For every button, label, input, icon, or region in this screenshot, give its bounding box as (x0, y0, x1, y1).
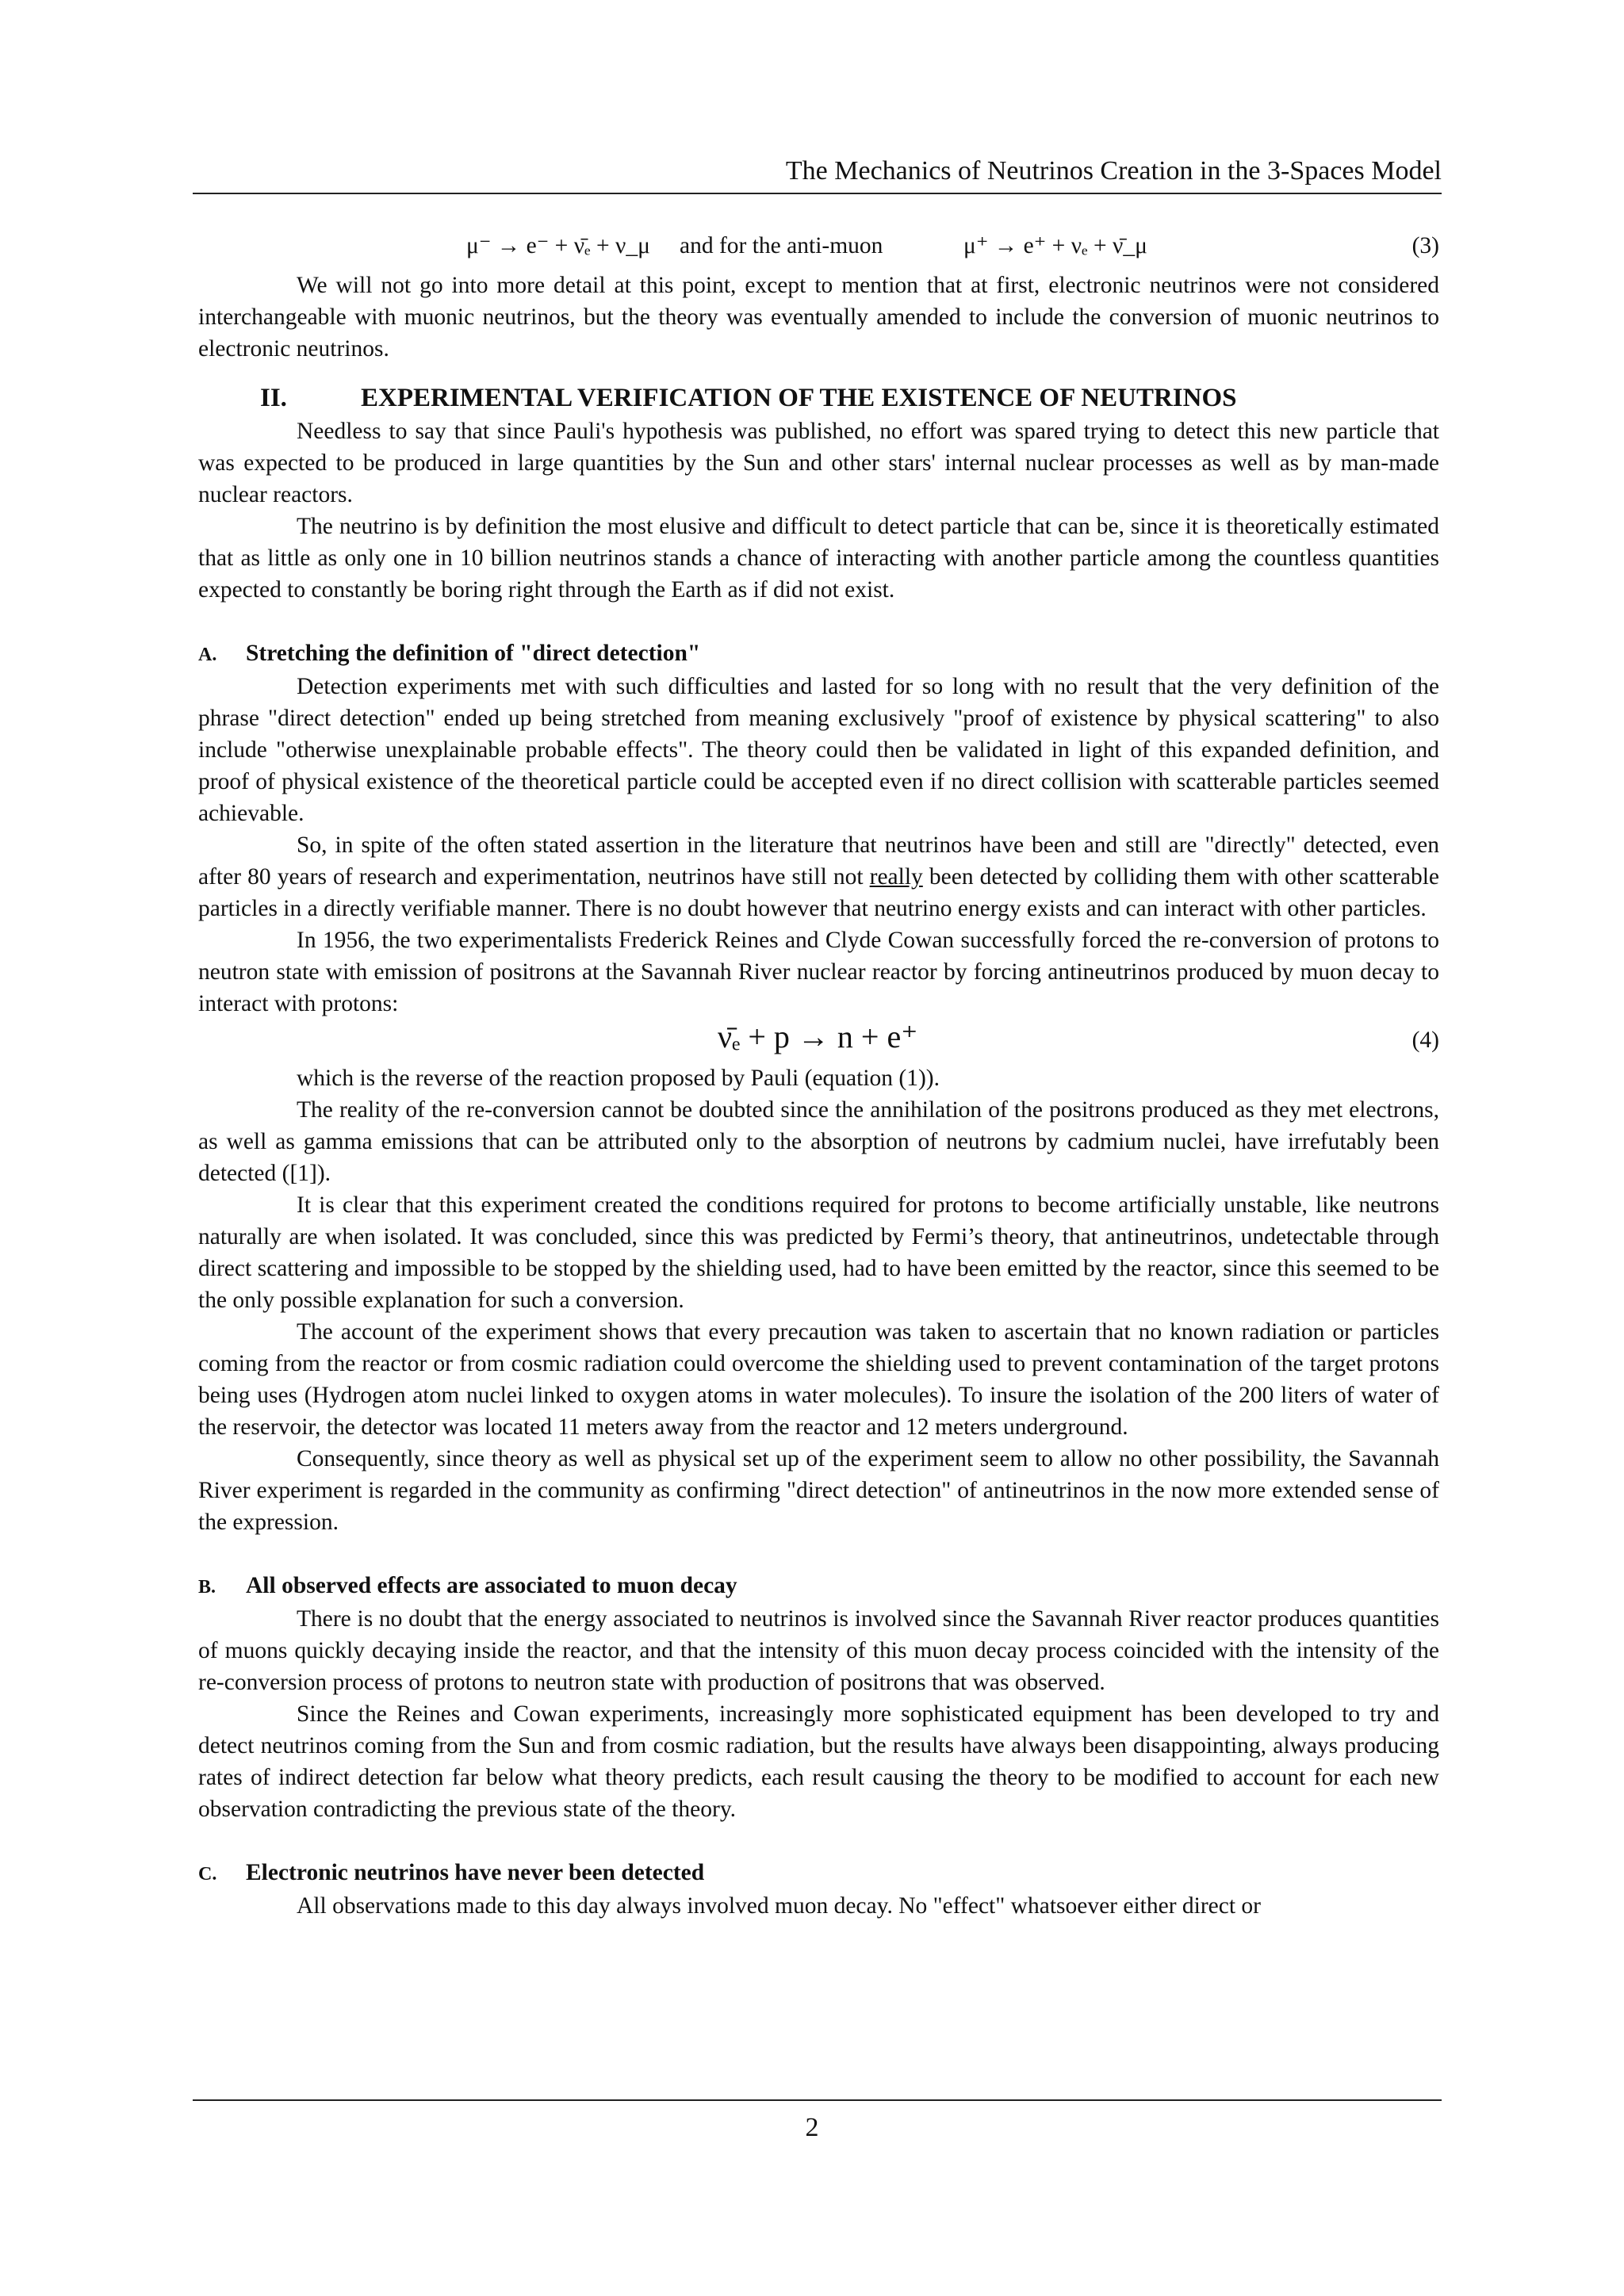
subsection-title: Electronic neutrinos have never been detected (246, 1860, 705, 1885)
equation-4 (198, 1020, 1439, 1062)
running-header: The Mechanics of Neutrinos Creation in the 3-Spaces Model (785, 156, 1442, 186)
subsection-heading-a (198, 637, 1439, 671)
equation-4-number: (4) (1411, 1027, 1439, 1053)
section-title: EXPERIMENTAL VERIFICATION OF THE EXISTENCE OF NEUTRINOS (361, 384, 1237, 412)
paragraph: In 1956, the two experimentalists Frederick Reines and Clyde Cowan successfully forced the re-conversion of protons to neutron state with emission of positrons at the Savannah River nuclear reactor by forcing antineutrinos produced by muon decay to interact with protons: (198, 928, 1439, 1016)
equation-3-number: (3) (1411, 233, 1439, 258)
equation-3 (198, 230, 1439, 270)
subsection-letter: A. (198, 645, 217, 665)
paragraph: It is clear that this experiment created the conditions required for protons to become artificially unstable, like neutrons naturally are when isolated. It was concluded, since this was predicted by Fermi’s theory, that antineutrinos, undetectable through direct scattering and impossible to be stopped by the shielding used, had to have been emitted by the reactor, since this seemed to be the only possible explanation for such a conversion. (198, 1192, 1439, 1313)
paragraph: The neutrino is by definition the most elusive and difficult to detect particle that can be, since it is theoretically estimated that as little as only one in 10 billion neutrinos stands a chance of interacting with another particle among the countless quantities expected to constantly be boring right through the Earth as if did not exist. (198, 514, 1439, 603)
page-body (198, 230, 1439, 1922)
equation-3-muon: μ⁻ → e⁻ + ν̄ₑ + ν_μ (466, 233, 650, 258)
equation-3-connector: and for the anti-muon (680, 233, 883, 258)
paragraph: We will not go into more detail at this point, except to mention that at first, electronic neutrinos were not considered interchangeable with muonic neutrinos, but the theory was eventually amended to include the conversion of muonic neutrinos to electronic neutrinos. (198, 273, 1439, 362)
paragraph: which is the reverse of the reaction proposed by Pauli (equation (1)). (297, 1066, 940, 1091)
subsection-heading-c (198, 1857, 1439, 1890)
paragraph: All observations made to this day always involved muon decay. No "effect" whatsoever either direct or (297, 1893, 1262, 1919)
subsection-title: Stretching the definition of "direct detection" (246, 641, 701, 666)
subsection-title: All observed effects are associated to muon decay (246, 1573, 737, 1598)
paragraph: Detection experiments met with such difficulties and lasted for so long with no result that the very definition of the phrase "direct detection" ended up being stretched from meaning exclusively "proof of existence by physical scattering" to also include "otherwise unexplainable probable effects". The theory could then be validated in light of this expanded definition, and proof of physical existence of the theoretical particle could be accepted even if no direct collision with scatterable particles seemed achievable. (198, 674, 1439, 826)
subsection-letter: C. (198, 1864, 217, 1885)
paragraph: Since the Reines and Cowan experiments, increasingly more sophisticated equipment has been developed to try and detect neutrinos coming from the Sun and from cosmic radiation, but the results have always been disappointing, always producing rates of indirect detection far below what theory predicts, each result causing the theory to be modified to account for each new observation contradicting the previous state of the theory. (198, 1701, 1439, 1822)
section-number: II. (260, 384, 287, 412)
footer-rule (193, 2099, 1442, 2101)
paragraph: So, in spite of the often stated assertion in the literature that neutrinos have been and still are "directly" detected, even after 80 years of research and experimentation, neutrinos have still not really been detected by colliding them with other scatterable particles in a directly verifiable manner. There is no doubt however that neutrino energy exists and can interact with other particles. (198, 832, 1439, 921)
subsection-letter: B. (198, 1577, 216, 1598)
paragraph: Needless to say that since Pauli's hypothesis was published, no effort was spared trying to detect this new particle that was expected to be produced in large quantities by the Sun and other stars' internal nuclear processes as well as by man-made nuclear reactors. (198, 419, 1439, 507)
header-rule (193, 193, 1442, 194)
equation-3-antimuon: μ⁺ → e⁺ + νₑ + ν̄_μ (963, 233, 1147, 258)
paragraph: The account of the experiment shows that every precaution was taken to ascertain that no known radiation or particles coming from the reactor or from cosmic radiation could overcome the shielding used to prevent contamination of the target protons being uses (Hydrogen atom nuclei linked to oxygen atoms in water molecules). To insure the isolation of the 200 liters of water of the reservoir, the detector was located 11 meters away from the reactor and 12 meters underground. (198, 1319, 1439, 1440)
page-number: 2 (805, 2113, 819, 2142)
paragraph: There is no doubt that the energy associated to neutrinos is involved since the Savannah River reactor produces quantities of muons quickly decaying inside the reactor, and that the intensity of this muon decay process coincided with the intensity of the re-conversion process of protons to neutron state with production of positrons that was observed. (198, 1606, 1439, 1695)
subsection-heading-b (198, 1570, 1439, 1603)
paragraph: The reality of the re-conversion cannot be doubted since the annihilation of the positrons produced as they met electrons, as well as gamma emissions that can be attributed only to the absorption of neutrons by cadmium nuclei, have irrefutably been detected ([1]). (198, 1097, 1439, 1186)
section-heading (198, 381, 1439, 415)
underlined-word: really (869, 864, 923, 890)
equation-4-formula: ν̄ₑ + p → n + e⁺ (718, 1019, 918, 1054)
paragraph: Consequently, since theory as well as physical set up of the experiment seem to allow no other possibility, the Savannah River experiment is regarded in the community as confirming "direct detection" of antineutrinos in the now more extended sense of the expression. (198, 1446, 1439, 1535)
